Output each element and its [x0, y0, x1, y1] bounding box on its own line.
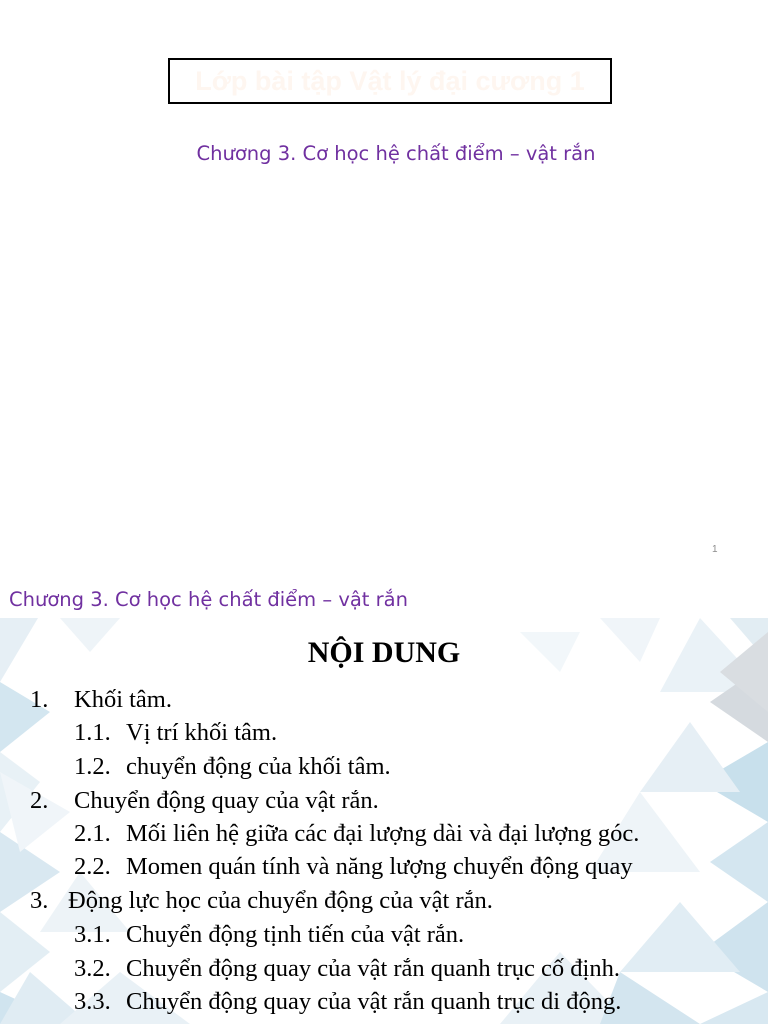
- item-number: 1.2.: [74, 753, 111, 780]
- list-item: [30, 789, 379, 814]
- item-number: 2.: [30, 787, 49, 814]
- slide-title-box: [168, 58, 612, 104]
- item-text: Chuyển động tịnh tiến của vật rắn.: [126, 921, 465, 948]
- chapter-heading: Chương 3. Cơ học hệ chất điểm – vật rắn: [9, 588, 408, 611]
- item-number: 3.2.: [74, 955, 111, 982]
- item-text: Chuyển động quay của vật rắn.: [74, 787, 379, 814]
- list-item: [30, 889, 493, 914]
- slide-title: Lớp bài tập Vật lý đại cương 1: [195, 65, 585, 96]
- item-number: 2.2.: [74, 853, 111, 880]
- item-text: Mối liên hệ giữa các đại lượng dài và đại lượng góc.: [126, 820, 640, 847]
- list-item: [74, 990, 621, 1015]
- item-number: 3.1.: [74, 921, 111, 948]
- list-item: [74, 957, 620, 982]
- list-item: [74, 755, 391, 780]
- item-number: 1.: [30, 686, 49, 713]
- item-number: 1.1.: [74, 719, 111, 746]
- item-number: 2.1.: [74, 820, 111, 847]
- item-text: Chuyển động quay của vật rắn quanh trục di động.: [126, 988, 622, 1015]
- item-text: Khối tâm.: [74, 686, 172, 713]
- list-item: [74, 721, 277, 746]
- page-number: 1: [712, 544, 718, 555]
- list-item: [74, 923, 464, 948]
- list-item: [30, 688, 172, 713]
- slide-2: [0, 572, 768, 1024]
- item-text: Vị trí khối tâm.: [126, 719, 278, 746]
- item-text: Chuyển động quay của vật rắn quanh trục cố định.: [126, 955, 620, 982]
- item-number: 3.3.: [74, 988, 111, 1015]
- list-item: [74, 855, 633, 880]
- item-number: 3.: [30, 887, 49, 914]
- list-item: [74, 822, 639, 847]
- item-text: Momen quán tính và năng lượng chuyển động quay: [126, 853, 633, 880]
- slide-subtitle: Chương 3. Cơ học hệ chất điểm – vật rắn: [196, 142, 596, 165]
- item-text: chuyển động của khối tâm.: [126, 753, 391, 780]
- item-text: Động lực học của chuyển động của vật rắn.: [68, 887, 493, 914]
- contents-heading: NỘI DUNG: [307, 636, 461, 669]
